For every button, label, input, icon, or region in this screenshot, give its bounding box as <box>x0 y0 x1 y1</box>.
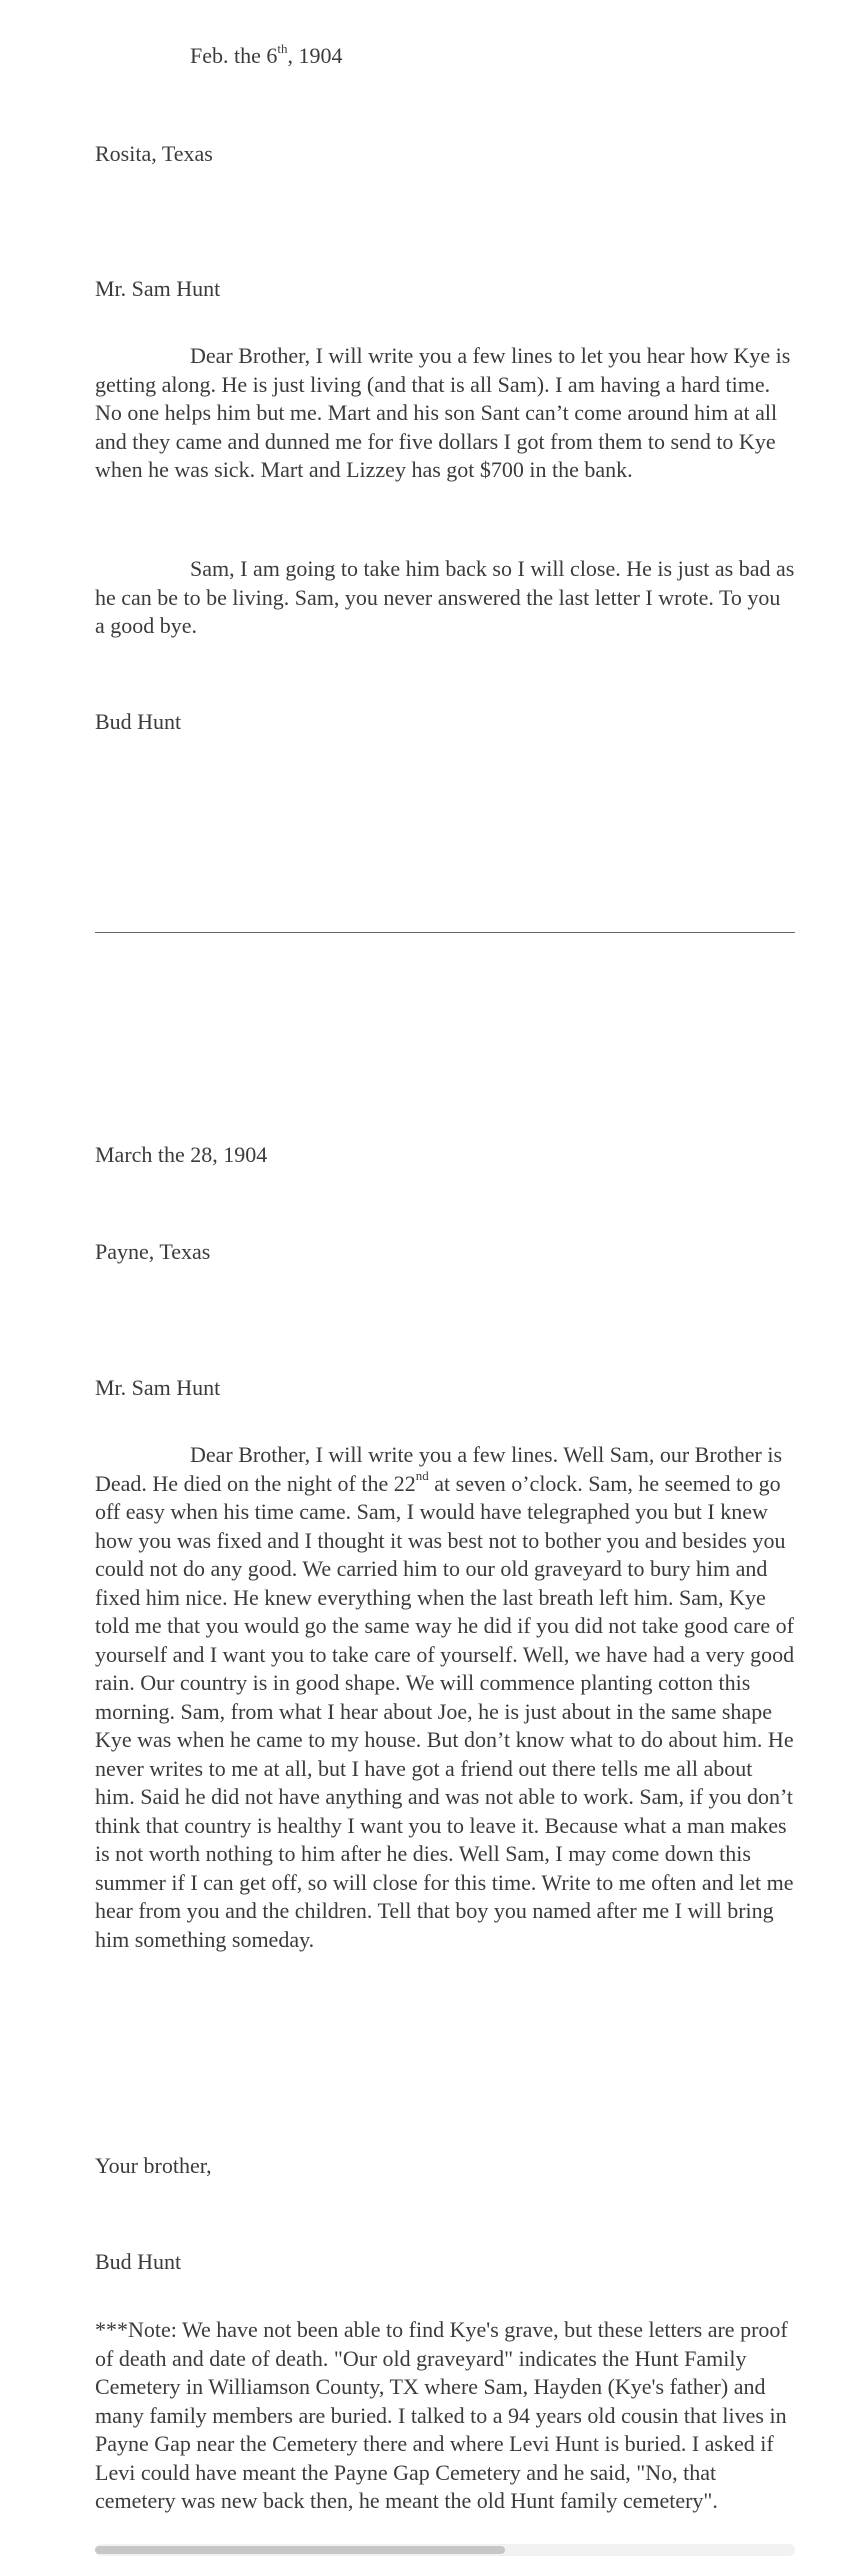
letter1-paragraph-2: Sam, I am going to take him back so I will close. He is just as bad as he can be to be living. Sam, you never answered the last letter I wrote. To you a good bye. <box>95 556 795 638</box>
letter2-date: March the 28, 1904 <box>95 1142 268 1167</box>
letter1-date: Feb. the 6th, 1904 <box>190 40 343 68</box>
letter2-signature: Bud Hunt <box>95 2249 182 2274</box>
letter1-place: Rosita, Texas <box>95 141 213 166</box>
letter2-place: Payne, Texas <box>95 1239 211 1264</box>
letter2-closing: Your brother, <box>95 2153 212 2178</box>
horizontal-scrollbar[interactable] <box>95 2544 795 2556</box>
letter1-paragraph-1: Dear Brother, I will write you a few lines to let you hear how Kye is getting along. He is just living (and that is all Sam). I am having a hard time. No one helps him but me. Mart and his son Sant can’t come around him at all and they came and dunned me for five dollars I got from them to send to Kye when he was sick. Mart and Lizzey has got $700 in the bank. <box>95 343 791 482</box>
letter2-addressee: Mr. Sam Hunt <box>95 1375 221 1400</box>
letter2-paragraph-1: Dear Brother, I will write you a few lines. Well Sam, our Brother is Dead. He died on the night of the 22nd at seven o’clock. Sam, he seemed to go off easy when his time came. Sam, I would have telegraphed you but I knew how you was fixed and I thought it was best not to bother you and besides you could not do any good. We carried him to our old graveyard to bury him and fixed him nice. He knew everything when the last breath left him. Sam, Kye told me that you would go the same way he did if you did not take good care of yourself and I want you to take care of yourself. Well, we have had a very good rain. Our country is in good shape. We will commence planting cotton this morning. Sam, from what I hear about Joe, he is just about in the same shape Kye was when he came to my house. But don’t know what to do about him. He never writes to me at all, but I have got a friend out there tells me all about him. Said he did not have anything and was not able to work. Sam, if you don’t think that country is healthy I want you to leave it. Because what a man makes is not worth nothing to him after he dies. Well Sam, I may come down this summer if I can get off, so will close for this time. Write to me often and let me hear from you and the children. Tell that boy you named after me I will bring him something someday. <box>95 1442 795 1952</box>
letter-divider <box>95 932 795 933</box>
letter1-addressee: Mr. Sam Hunt <box>95 276 221 301</box>
research-note: ***Note: We have not been able to find Kye's grave, but these letters are proof of death and date of death. "Our old graveyard" indicates the Hunt Family Cemetery in Williamson County, TX where Sam, Hayden (Kye's father) and many family members are buried. I talked to a 94 years old cousin that lives in Payne Gap near the Cemetery there and where Levi Hunt is buried. I asked if Levi could have meant the Payne Gap Cemetery and he said, "No, that cemetery was new back then, he meant the old Hunt family cemetery". <box>95 2317 788 2513</box>
letter1-signature: Bud Hunt <box>95 709 182 734</box>
scrollbar-thumb[interactable] <box>95 2546 505 2554</box>
